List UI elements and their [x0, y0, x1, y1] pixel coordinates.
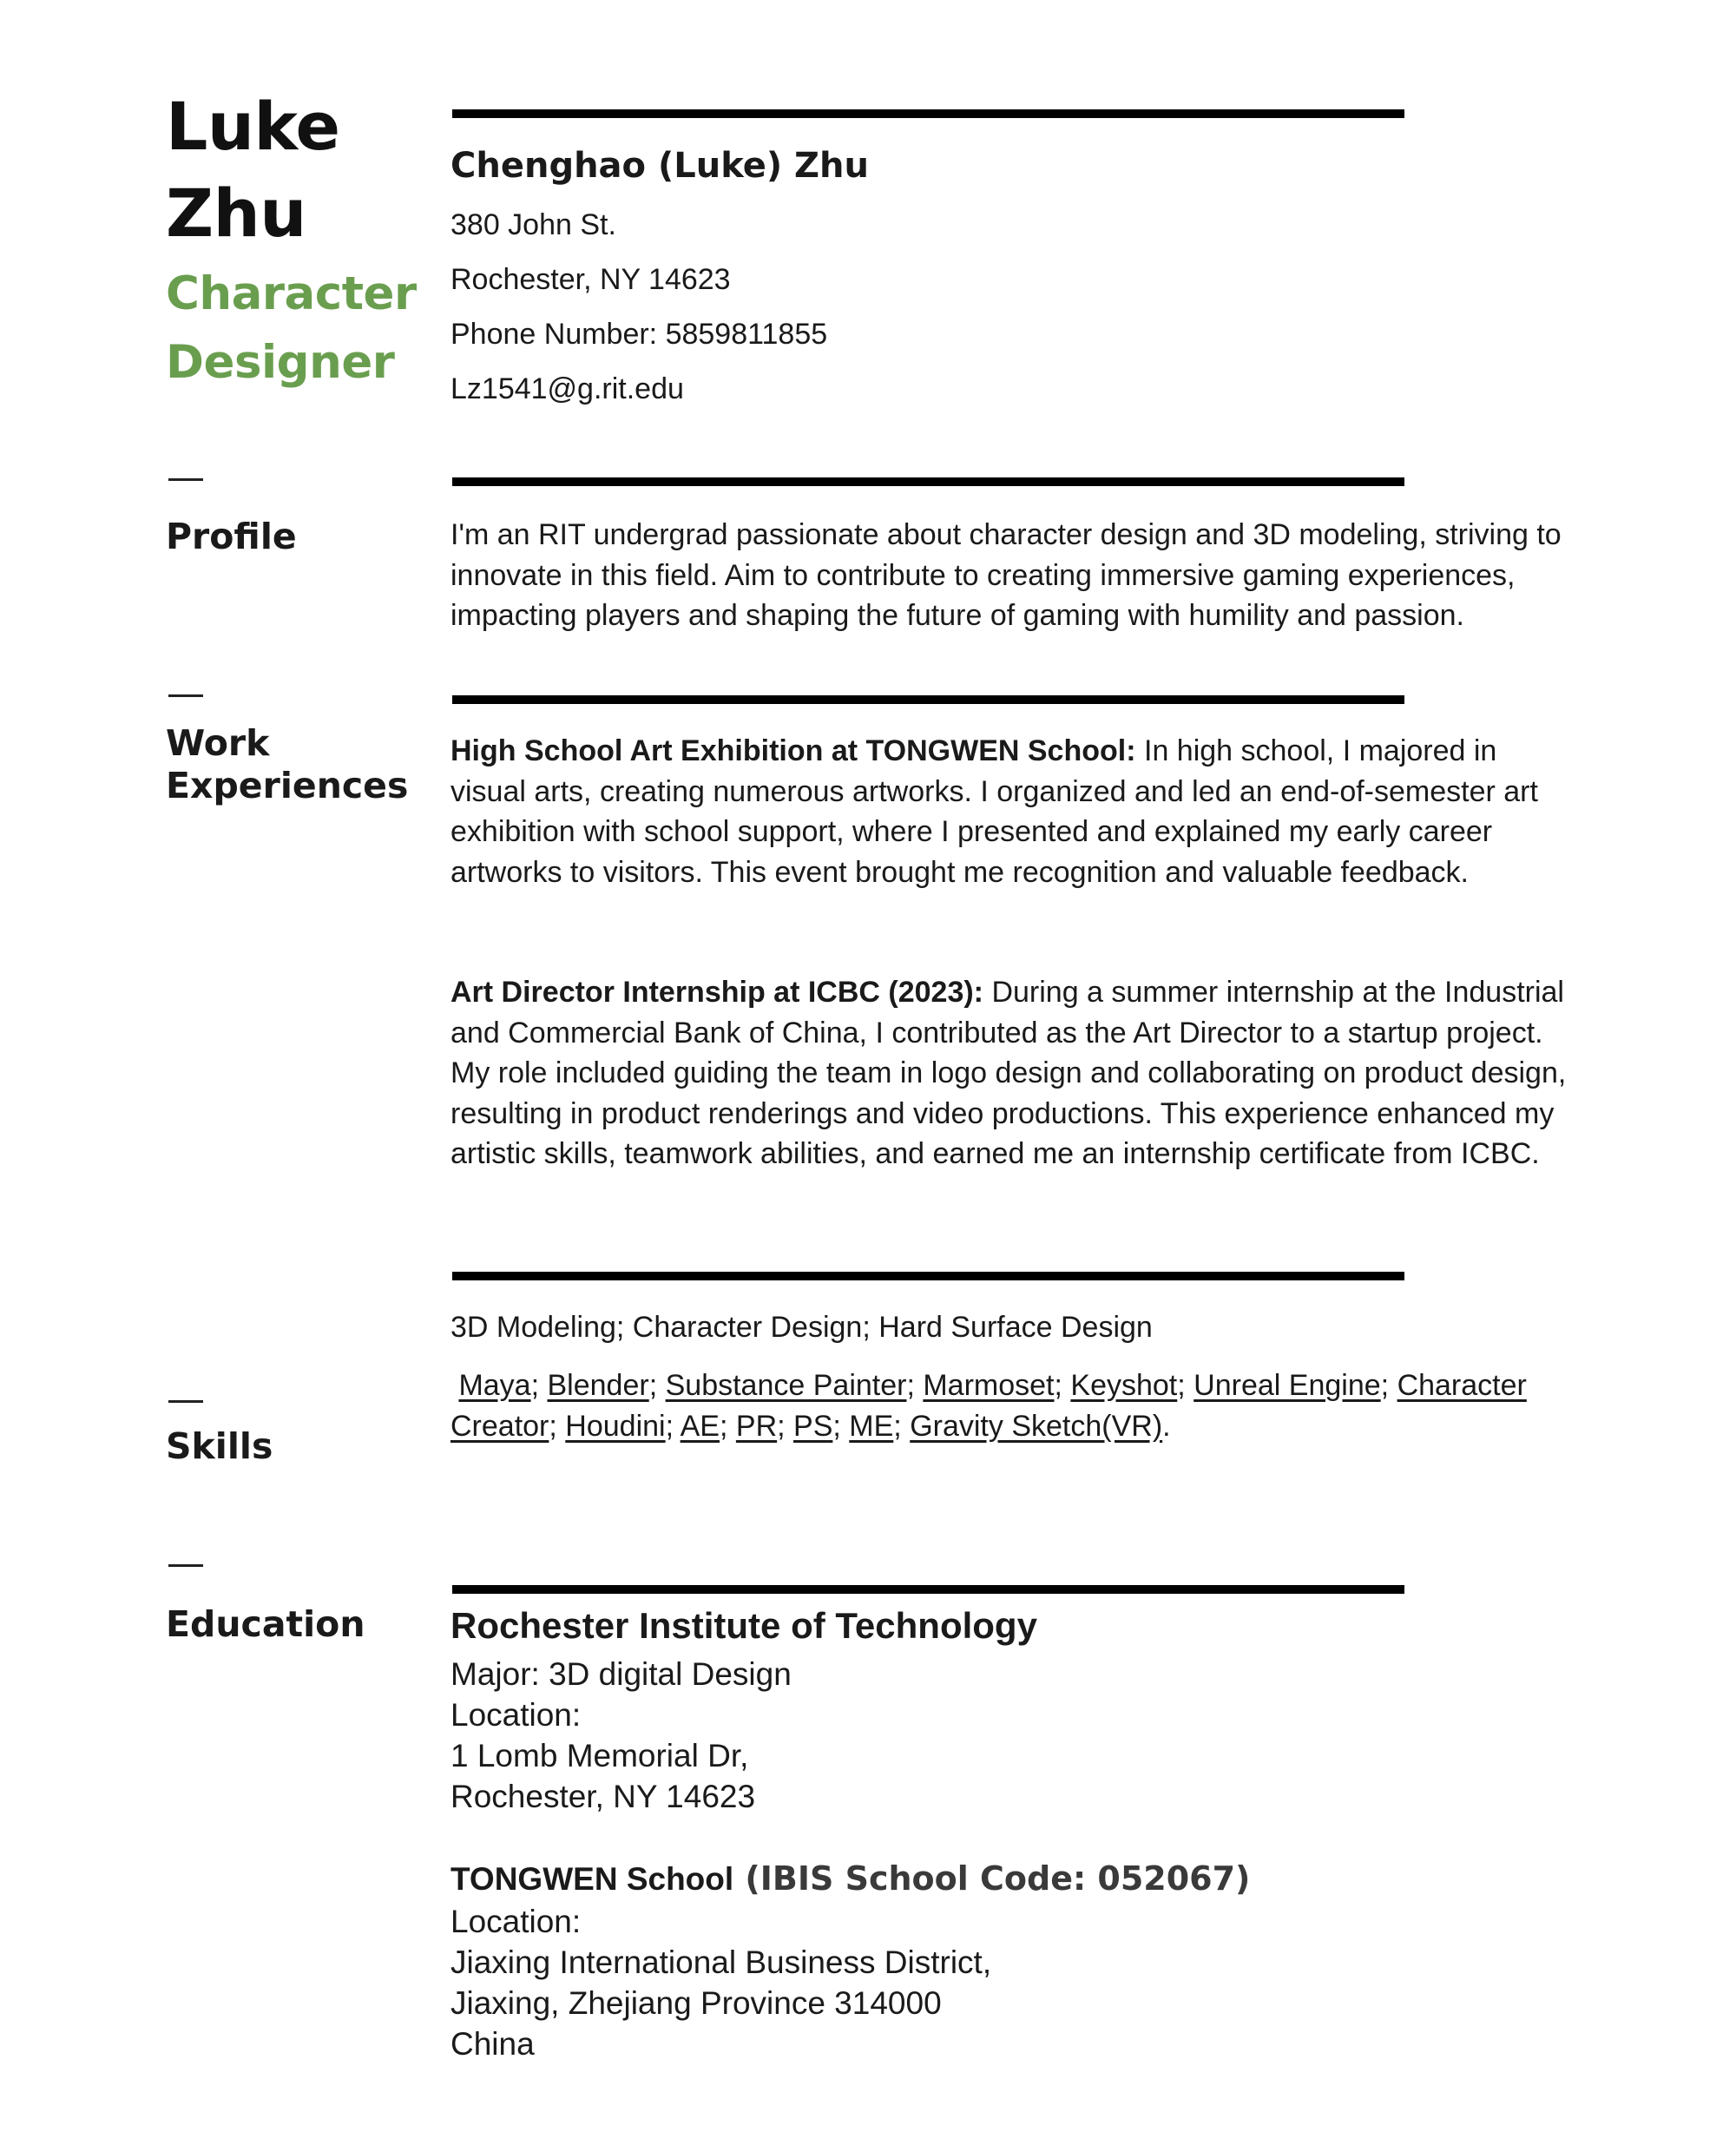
- skills-rule: [452, 1272, 1404, 1280]
- work-dash: [168, 694, 203, 697]
- work-item: [450, 972, 1570, 1174]
- tool-link[interactable]: Blender: [547, 1369, 649, 1402]
- school-detail: China: [450, 2026, 535, 2062]
- school-detail: Major: 3D digital Design: [450, 1656, 792, 1692]
- tool-link[interactable]: Character Creator: [450, 1369, 1527, 1443]
- phone-number: Phone Number: 5859811855: [450, 318, 828, 351]
- school-detail: Location:: [450, 1904, 582, 1939]
- school-code: (IBIS School Code: 052067): [733, 1859, 1251, 1898]
- school-detail: Location:: [450, 1697, 582, 1733]
- tool-link[interactable]: PR: [735, 1409, 778, 1443]
- tool-link[interactable]: AE: [680, 1409, 720, 1443]
- skills-tools-list: Maya; Blender; Substance Painter; Marmoset; Keyshot; Unreal Engine; Character Creator; Houdini; AE; PR; PS; ME; Gravity Sketch(VR).: [450, 1369, 1527, 1443]
- address-line-1: 380 John St.: [450, 208, 616, 241]
- education-rule: [452, 1585, 1404, 1594]
- work-item-title: High School Art Exhibition at TONGWEN School:: [450, 734, 1136, 767]
- tool-link[interactable]: Keyshot: [1070, 1369, 1178, 1402]
- school-detail: Jiaxing International Business District,: [450, 1944, 992, 1980]
- tool-link[interactable]: ME: [849, 1409, 894, 1443]
- school-name-text: TONGWEN School: [450, 1861, 734, 1897]
- work-heading-line-1: Work: [166, 722, 270, 764]
- skills-heading: Skills: [166, 1425, 273, 1467]
- work-heading-line-2: Experiences: [166, 765, 409, 806]
- school-detail: Jiaxing, Zhejiang Province 314000: [450, 1985, 942, 2021]
- education-heading: Education: [166, 1603, 365, 1645]
- school-detail: Rochester, NY 14623: [450, 1779, 756, 1814]
- tool-link[interactable]: Houdini: [565, 1409, 666, 1443]
- work-item-title: Art Director Internship at ICBC (2023):: [450, 976, 983, 1009]
- profile-text: I'm an RIT undergrad passionate about character design and 3D modeling, striving to innovate in this field. Aim to contribute to creating immersive gaming experiences, impacting players and shaping the future of gaming with humility and passion.: [450, 518, 1562, 632]
- school-name: [450, 1859, 1250, 1899]
- tool-link[interactable]: PS: [793, 1409, 833, 1443]
- school-name: Rochester Institute of Technology: [450, 1605, 1037, 1646]
- profile-dash: [168, 478, 203, 481]
- school-detail: 1 Lomb Memorial Dr,: [450, 1738, 749, 1773]
- tool-link[interactable]: Maya: [458, 1369, 531, 1402]
- work-item: [450, 731, 1570, 892]
- profile-heading: Profile: [166, 516, 297, 557]
- full-name: Chenghao (Luke) Zhu: [450, 146, 870, 186]
- role-title-line-2: Designer: [166, 336, 395, 389]
- education-dash: [168, 1564, 203, 1567]
- last-name: Zhu: [166, 174, 306, 252]
- first-name: Luke: [166, 88, 340, 165]
- tool-link[interactable]: Marmoset: [923, 1369, 1055, 1402]
- contact-rule: [452, 109, 1404, 118]
- skills-summary: 3D Modeling; Character Design; Hard Surface Design: [450, 1311, 1153, 1344]
- role-title-line-1: Character: [166, 267, 417, 320]
- skills-dash: [168, 1400, 203, 1403]
- tool-link[interactable]: Substance Painter: [665, 1369, 907, 1402]
- work-item-text: In high school, I majored in visual arts, creating numerous artworks. I organized and led an end-of-semester art exhibition with school support, where I presented and explained my early career artworks to visitors. This event brought me recognition and valuable feedback.: [450, 734, 1538, 889]
- address-line-2: Rochester, NY 14623: [450, 263, 731, 296]
- tool-link[interactable]: Unreal Engine: [1194, 1369, 1381, 1402]
- tool-link[interactable]: Gravity Sketch(VR): [910, 1409, 1163, 1443]
- work-rule: [452, 695, 1404, 704]
- profile-rule: [452, 477, 1404, 486]
- email-address[interactable]: Lz1541@g.rit.edu: [450, 372, 684, 405]
- work-item-text: During a summer internship at the Industrial and Commercial Bank of China, I contributed as the Art Director to a startup project. My role included guiding the team in logo design and collaborating on product design, resulting in product renderings and video productions. This experience enhanced my artistic skills, teamwork abilities, and earned me an internship certificate from ICBC.: [450, 976, 1567, 1170]
